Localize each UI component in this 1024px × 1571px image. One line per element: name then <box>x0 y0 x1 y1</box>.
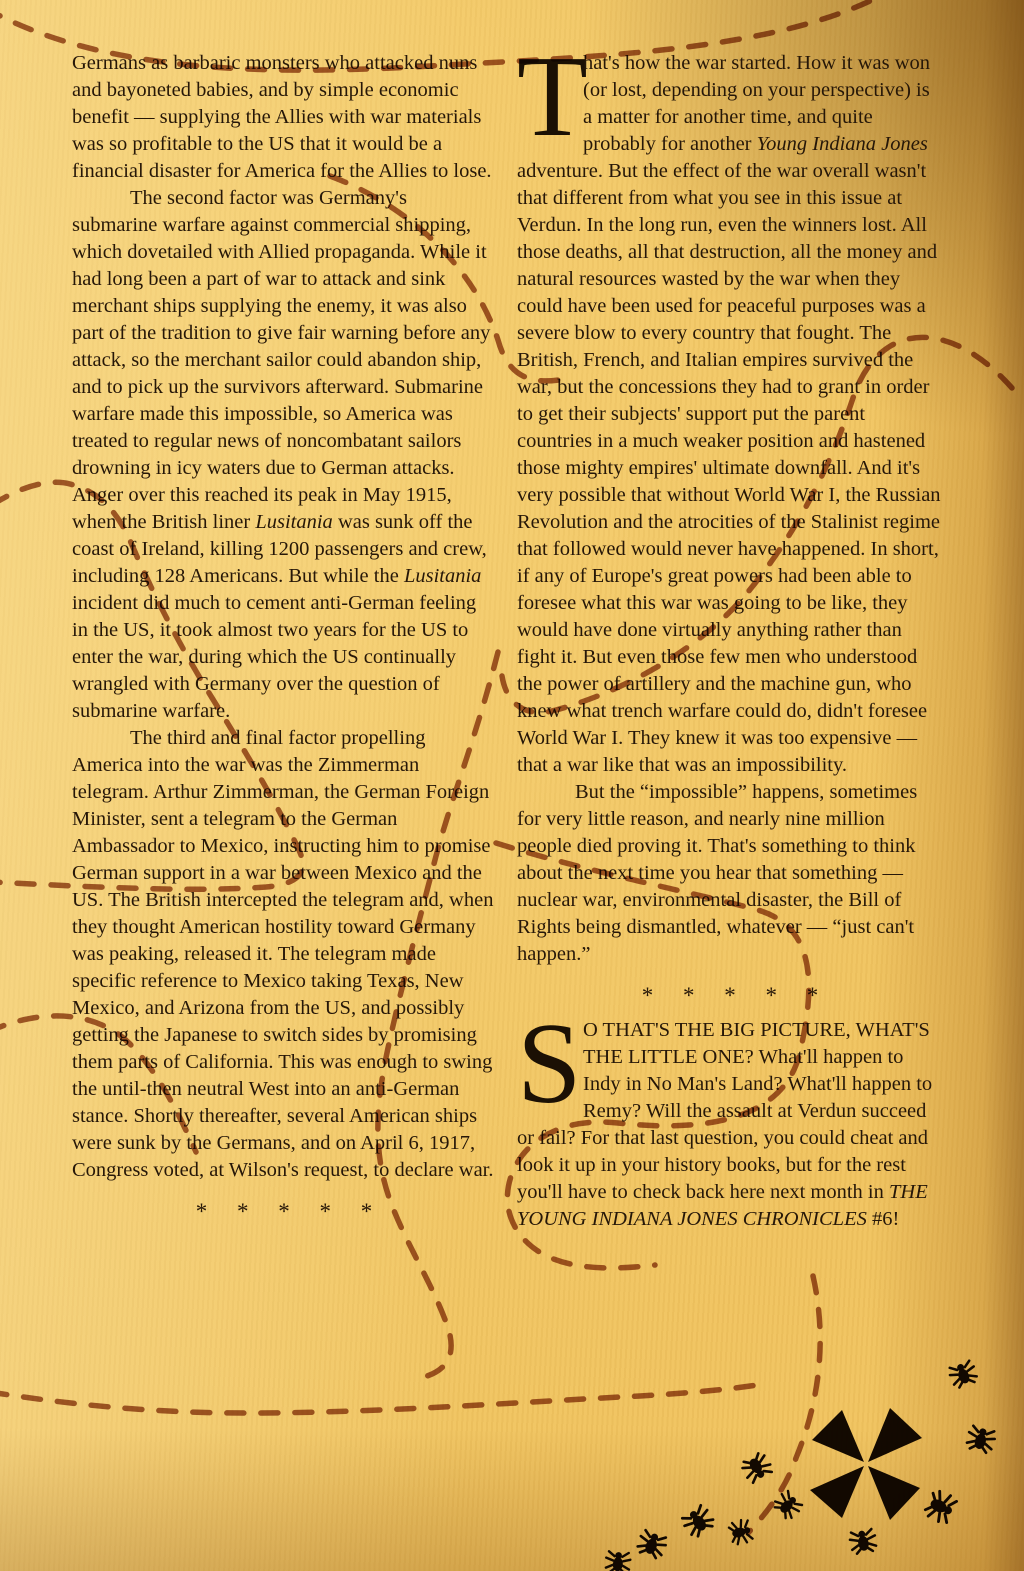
bug-icon <box>849 1529 878 1555</box>
bug-icon <box>740 1451 774 1484</box>
bug-icon <box>728 1518 753 1545</box>
stars-separator: * * * * * <box>641 983 831 1008</box>
bug-icon <box>680 1504 716 1539</box>
bug-layer <box>605 1360 997 1571</box>
pinwheel-icon <box>810 1408 922 1520</box>
drop-cap-letter: S <box>517 1000 582 1128</box>
text-segment: Germans as barbaric monsters who attacked nuns and bayoneted babies, and by simple economic benefit — supplying the Allies with war materials was so profitable to the US that it would be a financial disaster for America for the Allies to lose. <box>72 52 492 182</box>
paragraph <box>72 185 496 725</box>
text-segment: adventure. But the effect of the war overall wasn't that different from what you see in this issue at Verdun. In the long run, even the winners lost. All those deaths, all that destruction, all the money and natural resources wasted by the war when they could have been used for peaceful purposes was a severe blow to every country that fought. The British, French, and Italian empires survived the war, but the concessions they had to grant in order to get their subjects' support put the parent countries in a much weaker position and hastened those mighty empires' ultimate downfall. And it's very possible that without World War I, the Russian Revolution and the atrocities of the Stalinist regime that followed would never have happened. In short, if any of Europe's great powers had been able to foresee what this war was going to be like, they would have done virtually anything rather than fight it. But even those few men who understood the power of artillery and the machine gun, who knew what trench warfare could do, didn't foresee World War I. They knew it was too expensive — that a war like that was an impossibility. <box>517 160 941 776</box>
text-segment: Young Indiana Jones <box>756 133 928 155</box>
bug-icon <box>923 1489 957 1525</box>
stars-separator: * * * * * <box>195 1199 385 1224</box>
paragraph <box>72 50 496 185</box>
text-segment: was sunk off the coast of Ireland, killing 1200 passengers and crew, including 128 Americans. But while the <box>72 511 487 587</box>
paragraph <box>517 779 943 968</box>
text-segment: #6! <box>866 1208 900 1230</box>
bug-icon <box>605 1551 631 1571</box>
text-segment: But the “impossible” happens, sometimes for very little reason, and nearly nine million people died proving it. That's something to think about the next time you hear that something — nuclear war, environmental disaster, the Bill of Rights being dismantled, whatever — “just can't happen.” <box>517 781 918 965</box>
text-segment: Lusitania <box>403 565 482 587</box>
paragraph <box>517 1000 943 1233</box>
paragraph <box>72 725 496 1184</box>
text-segment: THE YOUNG INDIANA JONES CHRONICLES <box>517 1181 928 1230</box>
text-segment: Lusitania <box>255 511 333 533</box>
column-right <box>517 33 943 1233</box>
text-segment: incident did much to cement anti-German feeling in the US, it took almost two years for the US to enter the war, during which the US continually wrangled with Germany over the question of submarine warfare. <box>72 592 477 722</box>
text-segment: The second factor was Germany's submarine warfare against commercial shipping, which dovetailed with Allied propaganda. While it had long been a part of war to attack and sink merchant ships supplying the enemy, it was also part of the tradition to give fair warning before any attack, so the merchant sailor could abandon ship, and to pick up the survivors afterward. Submarine warfare made this impossible, so America was treated to regular news of noncombatant sailors drowning in icy waters due to German attacks. Anger over this reached its peak in May 1915, when the British liner <box>72 187 491 533</box>
text-segment: hat's how the war started. How it was won (or lost, depending on your perspective) is a matter for another time, and quite probably for another <box>583 52 930 155</box>
paragraph <box>517 33 943 779</box>
bug-icon <box>635 1529 668 1559</box>
text-segment: O THAT'S THE BIG PICTURE, WHAT'S THE LITTLE ONE? What'll happen to Indy in No Man's Land? What'll happen to Remy? Will the assault at Verdun succeed or fail? For that last question, you could cheat and look it up in your history books, but for the rest you'll have to check back here next month in <box>517 1019 933 1203</box>
bug-icon <box>965 1425 996 1454</box>
bug-icon <box>772 1489 804 1521</box>
column-left <box>72 50 496 1233</box>
trail-bottom-swoosh <box>0 1384 764 1413</box>
drop-cap-letter: T <box>517 33 588 161</box>
trail-bottom-vertical <box>748 1276 820 1533</box>
bug-icon <box>948 1360 979 1389</box>
text-segment: The third and final factor propelling America into the war was the Zimmerman telegram. Arthur Zimmerman, the German Foreign Minister, sent a telegram to the German Ambassador to Mexico, instructing him to promise German support in a war between Mexico and the US. The British intercepted the telegram and, when they thought American hostility toward Germany was peaking, released it. The telegram made specific reference to Mexico taking Texas, New Mexico, and Arizona from the US, and possibly getting the Japanese to switch sides by promising them parts of California. This was enough to swing the until-then neutral West into an anti-German stance. Shortly thereafter, several American ships were sunk by the Germans, and on April 6, 1917, Congress voted, at Wilson's request, to declare war. <box>72 727 494 1181</box>
